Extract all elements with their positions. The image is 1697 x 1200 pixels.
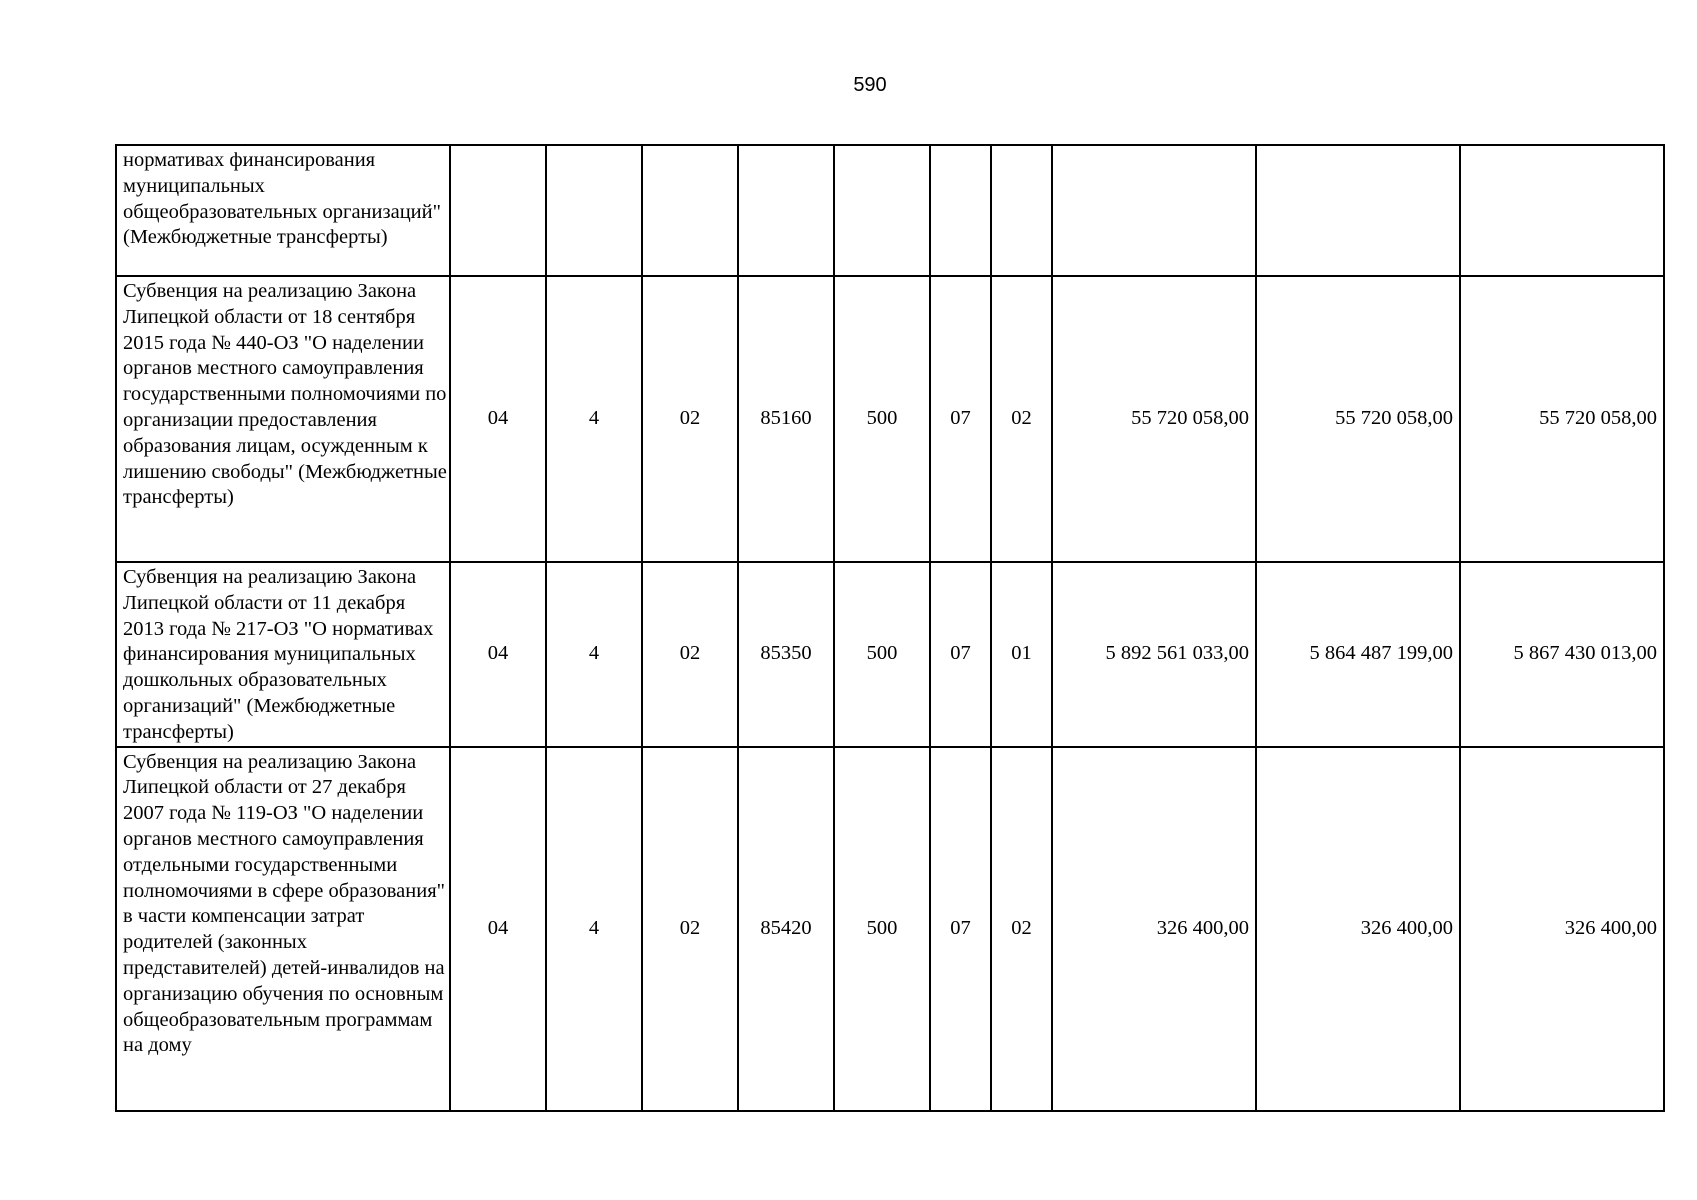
amount-cell [1256,145,1460,276]
amount-cell: 326 400,00 [1052,747,1256,1111]
page-number: 590 [853,74,887,96]
code-cell: 04 [450,747,546,1111]
row-description: Субвенция на реализацию Закона Липецкой области от 27 декабря 2007 года № 119-ОЗ "О наделении органов местного самоуправления отдельными государственными полномочиями в сфере образования" в части компенсации затрат родителей (законных представителей) детей-инвалидов на организацию обучения по основным общеобразовательным программам на дому [116,747,450,1111]
code-cell: 85350 [738,562,834,747]
budget-table [115,144,1665,1112]
table-row [116,747,1664,1111]
code-cell: 04 [450,276,546,562]
code-cell: 07 [930,562,991,747]
amount-cell: 326 400,00 [1256,747,1460,1111]
code-cell: 02 [642,747,738,1111]
code-cell: 07 [930,276,991,562]
code-cell: 85420 [738,747,834,1111]
amount-cell: 5 892 561 033,00 [1052,562,1256,747]
code-cell: 4 [546,276,642,562]
code-cell: 02 [642,562,738,747]
table-row [116,562,1664,747]
code-cell: 500 [834,747,930,1111]
row-description: Субвенция на реализацию Закона Липецкой области от 18 сентября 2015 года № 440-ОЗ "О наделении органов местного самоуправления государственными полномочиями по организации предоставления образования лицам, осужденным к лишению свободы" (Межбюджетные трансферты) [116,276,450,562]
code-cell: 04 [450,562,546,747]
amount-cell: 5 864 487 199,00 [1256,562,1460,747]
table-row [116,276,1664,562]
code-cell: 500 [834,562,930,747]
amount-cell [1460,145,1664,276]
code-cell [834,145,930,276]
row-description: Субвенция на реализацию Закона Липецкой области от 11 декабря 2013 года № 217-ОЗ "О нормативах финансирования муниципальных дошкольных образовательных организаций" (Межбюджетные трансферты) [116,562,450,747]
code-cell: 4 [546,747,642,1111]
code-cell [738,145,834,276]
code-cell [546,145,642,276]
code-cell: 02 [642,276,738,562]
table-row [116,145,1664,276]
code-cell: 4 [546,562,642,747]
amount-cell: 55 720 058,00 [1052,276,1256,562]
code-cell: 500 [834,276,930,562]
code-cell: 85160 [738,276,834,562]
amount-cell: 55 720 058,00 [1256,276,1460,562]
row-description: нормативах финансирования муниципальных общеобразовательных организаций" (Межбюджетные трансферты) [116,145,450,276]
code-cell [930,145,991,276]
amount-cell: 326 400,00 [1460,747,1664,1111]
code-cell [450,145,546,276]
amount-cell: 55 720 058,00 [1460,276,1664,562]
code-cell: 01 [991,562,1052,747]
code-cell [642,145,738,276]
amount-cell [1052,145,1256,276]
amount-cell: 5 867 430 013,00 [1460,562,1664,747]
code-cell: 02 [991,747,1052,1111]
code-cell [991,145,1052,276]
code-cell: 07 [930,747,991,1111]
code-cell: 02 [991,276,1052,562]
